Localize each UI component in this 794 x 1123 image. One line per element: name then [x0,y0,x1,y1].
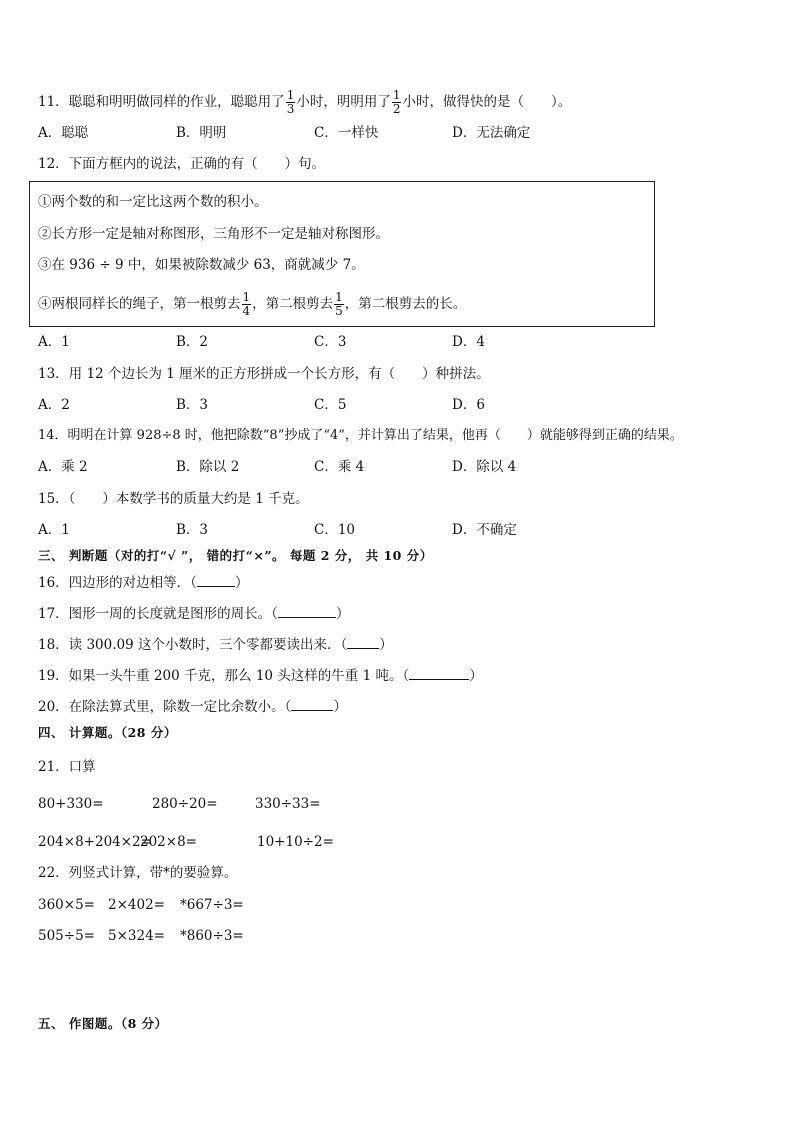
calc-item: 80+330= [38,796,104,812]
q15-option-d: D．不确定 [452,522,517,538]
statement-4: ④两根同样长的绳子，第一根剪去 $\frac{1}{4}$ ，第二根剪去 $\frac{1}{5}$ ，第二根剪去的长。 [38,290,467,318]
question-16: 16．四边形的对边相等．（ ） [38,575,249,591]
calc-item: 202×8= [140,834,197,850]
q12-option-d: D．4 [452,334,485,350]
section-4-heading: 四、 计算题。（28 分） [38,725,177,740]
q11-option-a: A．聪聪 [38,125,89,141]
calc-item: *667÷3= [180,897,244,913]
fraction-one-half: $\frac{1}{2}$ [392,88,401,116]
calc-item: 505÷5= [38,928,95,944]
section-3-heading: 三、 判断题（对的打“√ ”， 错的打“×”。 每题 2 分， 共 10 分） [38,548,433,563]
calc-item: 360×5= [38,897,95,913]
q11-text-mid: 小时，明明用了 [296,94,391,110]
question-19: 19．如果一头牛重 200 千克，那么 10 头这样的牛重 1 吨。（ ） [38,668,483,684]
q14-option-c: C．乘 4 [314,459,365,475]
q14-option-b: B．除以 2 [176,459,240,475]
calc-item: 10+10÷2= [257,834,334,850]
question-14: 14．明明在计算 928÷8 时，他把除数“8”抄成了“4”，并计算出了结果，他再（ ）就能够得到正确的结果。 [38,428,683,443]
question-21-title: 21．口算 [38,759,96,775]
answer-blank[interactable] [409,667,469,680]
q13-option-a: A．2 [38,397,70,413]
q14-option-d: D．除以 4 [452,459,517,475]
q12-option-c: C．3 [314,334,347,350]
q11-text-prefix: 11．聪聪和明明做同样的作业，聪聪用了 [38,94,285,110]
q11-option-b: B．明明 [176,125,227,141]
calc-item: 2×402= [108,897,165,913]
q12-option-b: B．2 [176,334,209,350]
question-22-title: 22．列竖式计算，带*的要验算。 [38,865,238,881]
fraction-one-fifth: $\frac{1}{5}$ [335,290,343,318]
question-18: 18．读 300.09 这个小数时，三个零都要读出来．（ ） [38,637,393,653]
question-13: 13．用 12 个边长为 1 厘米的正方形拼成一个长方形，有（ ）种拼法。 [38,366,490,382]
answer-blank[interactable] [347,636,379,649]
question-15: 15．（ ）本数学书的质量大约是 1 千克。 [38,491,309,507]
question-20: 20．在除法算式里，除数一定比余数小。（ ） [38,699,347,715]
calc-item: 280÷20= [152,796,218,812]
answer-blank[interactable] [291,698,333,711]
answer-blank[interactable] [278,605,336,618]
statement-3: ③在 936 ÷ 9 中，如果被除数减少 63，商就减少 7。 [38,257,365,273]
q13-option-d: D．6 [452,397,485,413]
calc-item: 5×324= [108,928,165,944]
answer-blank[interactable] [197,574,235,587]
question-11 [38,89,571,116]
q12-option-a: A．1 [38,334,70,350]
statement-1: ①两个数的和一定比这两个数的积小。 [38,194,268,210]
section-5-heading: 五、 作图题。（8 分） [38,1016,168,1031]
calc-item: 204×8+204×2= [38,834,152,850]
q15-option-b: B．3 [176,522,209,538]
q15-option-c: C．10 [314,522,356,538]
q13-option-c: C．5 [314,397,347,413]
question-17: 17．图形一周的长度就是图形的周长。（ ） [38,606,350,622]
fraction-one-fourth: $\frac{1}{4}$ [242,290,251,318]
statement-2: ②长方形一定是轴对称图形，三角形不一定是轴对称图形。 [38,226,389,242]
q11-option-c: C．一样快 [314,125,379,141]
q11-option-d: D．无法确定 [452,125,531,141]
q13-option-b: B．3 [176,397,209,413]
fraction-one-third: $\frac{1}{3}$ [286,88,295,116]
q15-option-a: A．1 [38,522,70,538]
calc-item: 330÷33= [255,796,321,812]
q11-text-suffix: 小时，做得快的是（ ）。 [402,94,572,110]
calc-item: *860÷3= [180,928,244,944]
q14-option-a: A．乘 2 [38,459,88,475]
question-12: 12．下面方框内的说法，正确的有（ ）句。 [38,156,326,172]
